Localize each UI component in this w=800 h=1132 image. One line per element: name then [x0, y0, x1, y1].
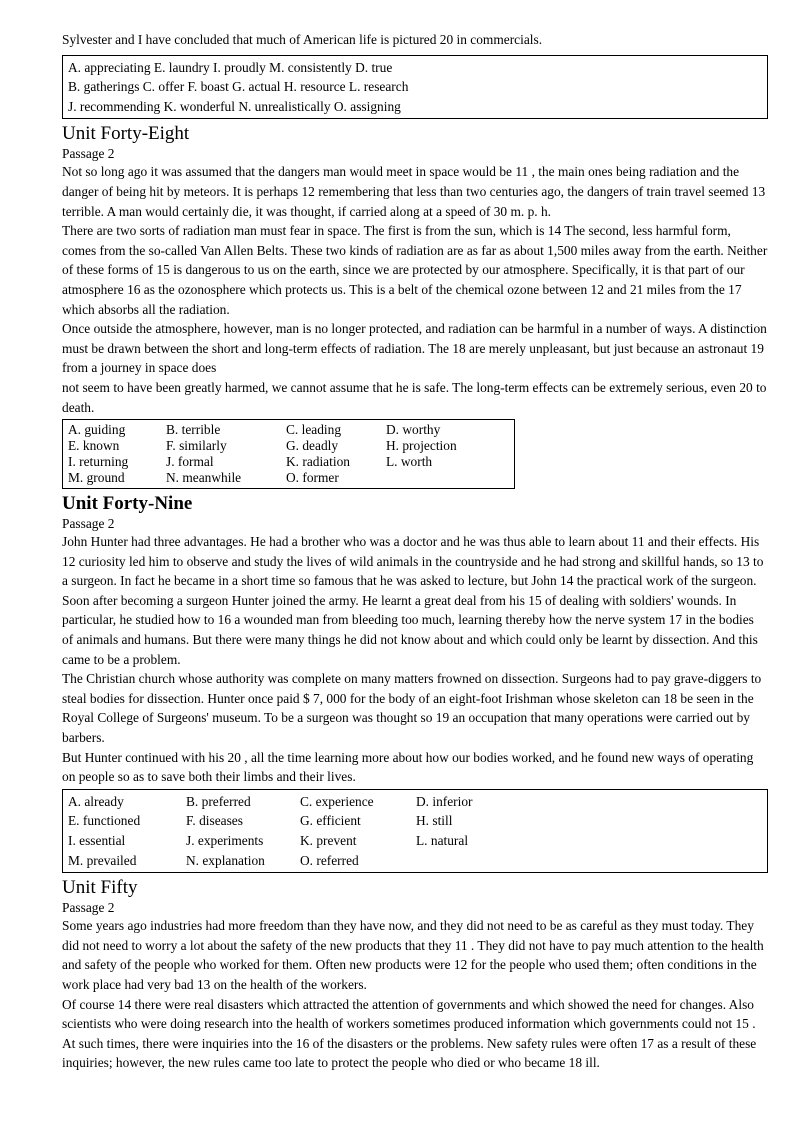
option: O. referred: [300, 852, 359, 868]
option: M. ground: [68, 470, 125, 486]
options-row: [68, 831, 762, 851]
options-row: [68, 422, 509, 438]
options-row: [68, 454, 509, 470]
option: E. functioned: [68, 813, 141, 829]
option: J. formal: [166, 454, 214, 470]
option: D. worthy: [386, 422, 441, 438]
options-row: [68, 792, 762, 812]
option: M. prevailed: [68, 852, 137, 868]
unit50-paragraph: Of course 14 there were real disasters which attracted the attention of governments and which showed the need for changes. Also scientists who were doing research into the health of workers sometimes produced information which governments could not 15 . At such times, there were inquiries into the 16 of the disasters or the problems. New safety rules were often 17 as a result of these inquiries; however, the new rules came too late to protect the people who died or who became 18 ill.: [62, 996, 757, 1071]
option-line: A. appreciating E. laundry I. proudly M. consistently D. true: [68, 59, 393, 75]
option: C. leading: [286, 422, 342, 438]
options-row: [68, 97, 762, 117]
unit49-title: Unit Forty-Nine: [62, 493, 193, 515]
option: B. preferred: [186, 793, 251, 809]
option: F. similarly: [166, 438, 227, 454]
options-row: [68, 851, 762, 871]
unit49-passage-label: Passage 2: [62, 516, 115, 532]
option: H. still: [416, 813, 453, 829]
options-row: [68, 470, 509, 486]
unit49-options-box: [62, 789, 768, 873]
unit49-paragraph: John Hunter had three advantages. He had a brother who was a doctor and he was thus able to learn about 11 and their effects. His 12 curiosity led him to observe and study the lives of wild animals in the countryside and he had strong and skillful hands, so 13 to a surgeon. In fact he became in a short time so famous that he was asked to lecture, but John 14 the practical work of the surgeon.: [62, 534, 764, 589]
option: K. prevent: [300, 833, 357, 848]
options-row: [68, 77, 762, 97]
option: O. former: [286, 470, 339, 486]
unit47-options-box: [62, 55, 768, 120]
option: E. known: [68, 438, 120, 454]
unit48-paragraph: There are two sorts of radiation man must fear in space. The first is from the sun, which is 14 The second, less harmful form, comes from the so-called Van Allen Belts. These two kinds of radiation are as far as about 1,500 miles away from the earth. Neither of these forms of 15 is dangerous to us on the earth, since we are protected by our atmosphere. Specifically, it is that part of our atmosphere 16 as the ozonosphere which protects us. This is a belt of the chemical ozone between 12 and 21 miles from the 17 which absorbs all the radiation.: [62, 223, 768, 317]
options-row: [68, 58, 762, 78]
option: H. projection: [386, 438, 457, 454]
unit48-paragraph: not seem to have been greatly harmed, we cannot assume that he is safe. The long-term effects can be extremely serious, even 20 to death.: [62, 379, 767, 415]
unit48-passage-label: Passage 2: [62, 146, 115, 162]
options-row: [68, 811, 762, 831]
unit48-paragraph: Not so long ago it was assumed that the dangers man would meet in space would be 11 , the main ones being radiation and the danger of being hit by meteors. It is perhaps 12 remembering that less than two centuries ago, the dangers of train travel seemed 13 terrible. A man would certainly die, it was thought, if carried along at a speed of 30 m. p. h.: [62, 164, 766, 219]
unit49-paragraph: The Christian church whose authority was complete on many matters frowned on dissection. Surgeons had to pay grave-diggers to steal bodies for dissection. Hunter once paid $ 7, 000 for the body of an eight-foot Irishman whose skeleton can 18 be seen in the Royal College of Surgeons' museum. To be a surgeon was thought so 19 an occupation that many operations were carried out by barbers.: [62, 671, 762, 746]
option: I. essential: [68, 833, 126, 848]
unit48-paragraph: Once outside the atmosphere, however, man is no longer protected, and radiation can be harmful in a number of ways. A distinction must be drawn between the short and long-term effects of radiation. The 18 are merely unpleasant, but just because an astronaut 19 from a journey in space does: [62, 321, 767, 376]
unit50-title: Unit Fifty: [62, 877, 138, 899]
option: G. deadly: [286, 438, 339, 454]
option-line: J. recommending K. wonderful N. unrealistically O. assigning: [68, 98, 401, 114]
option: J. experiments: [186, 833, 264, 848]
unit48-title: Unit Forty-Eight: [62, 123, 190, 145]
document-page: [62, 30, 768, 1073]
option: C. experience: [300, 793, 374, 809]
option: B. terrible: [166, 422, 221, 438]
option: N. explanation: [186, 852, 265, 868]
option-line: B. gatherings C. offer F. boast G. actual H. resource L. research: [68, 79, 409, 95]
unit50-passage-label: Passage 2: [62, 900, 115, 916]
option: K. radiation: [286, 454, 350, 470]
unit49-paragraph: But Hunter continued with his 20 , all the time learning more about how our bodies worked, and he found new ways of operating on people so as to save both their limbs and their lives.: [62, 749, 754, 785]
intro-line: Sylvester and I have concluded that much of American life is pictured 20 in commercials.: [62, 32, 543, 47]
option: L. natural: [416, 833, 469, 848]
unit50-paragraph: Some years ago industries had more freedom than they have now, and they did not need to be as careful as they must today. They did not need to worry a lot about the safety of the new products that they 11 . They did not have to pay much attention to the health and safety of the people who worked for them. Often new products were 12 for the people who used them; often conditions in the work place had very bad 13 on the health of the workers.: [62, 918, 764, 992]
option: D. inferior: [416, 793, 473, 809]
option: N. meanwhile: [166, 470, 242, 486]
options-row: [68, 438, 509, 454]
option: G. efficient: [300, 813, 361, 829]
option: F. diseases: [186, 813, 243, 829]
unit48-options-box: [62, 419, 515, 489]
unit49-paragraph: Soon after becoming a surgeon Hunter joined the army. He learnt a great deal from his 15 of dealing with soldiers' wounds. In particular, he studied how to 16 a wounded man from bleeding too much, learning thereby how the nerve system 17 in the bodies of animals and humans. But there were many things he did not know about and which could only be learnt by dissection. And this came to be a problem.: [62, 592, 758, 667]
option: I. returning: [68, 454, 129, 470]
option: A. already: [68, 793, 124, 809]
option: A. guiding: [68, 422, 126, 438]
option: L. worth: [386, 454, 433, 470]
